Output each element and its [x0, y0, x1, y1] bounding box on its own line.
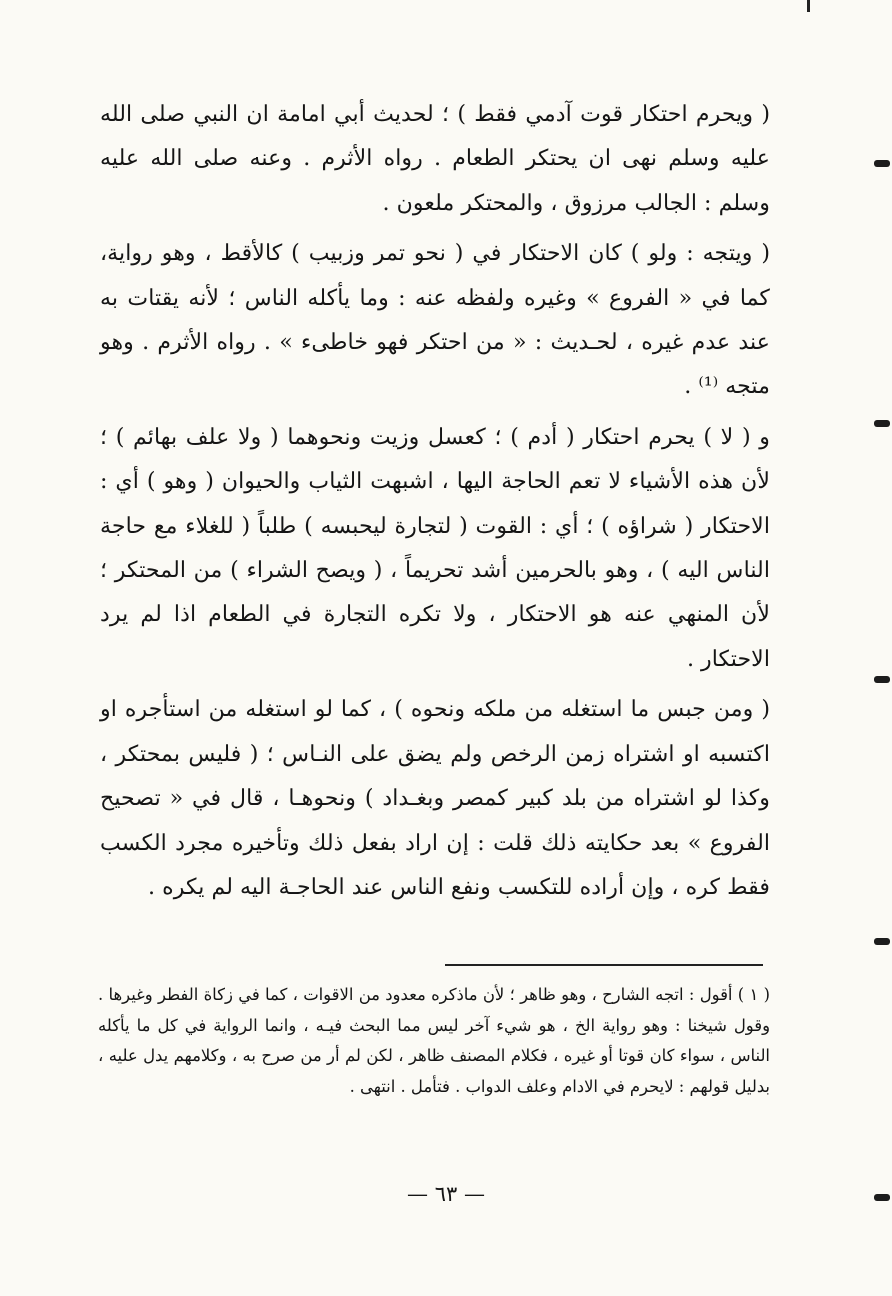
paragraph: و ( لا ) يحرم احتكار ( أدم ) ؛ كعسل وزيت ونحوهما ( ولا علف بهائم ) ؛ لأن هذه الأشياء لا تعم الحاجة اليها ، اشبهت الثياب والحيوان ( وهو ) أي : الاحتكار ( شراؤه ) ؛ أي : القوت ( لتجارة ليحبسه ) طلباً ( للغلاء مع حاجة الناس اليه ) ، وهو بالحرمين أشد تحريماً ، ( ويصح الشراء ) من المحتكر ؛ لأن المنهي عنه هو الاحتكار ، ولا تكره التجارة في الطعام اذا لم يرد الاحتكار .: [100, 423, 770, 672]
binding-mark: [874, 676, 890, 683]
corner-mark: [807, 0, 810, 12]
main-text: [100, 92, 770, 909]
paragraph: ( ويحرم احتكار قوت آدمي فقط ) ؛ لحديث أبي امامة ان النبي صلى الله عليه وسلم نهى ان يحتكر الطعام . رواه الأثرم . وعنه صلى الله عليه وسلم : الجالب مرزوق ، والمحتكر ملعون .: [100, 101, 770, 216]
binding-mark: [874, 160, 890, 167]
paragraph: ( ومن جبس ما استغله من ملكه ونحوه ) ، كما لو استغله من استأجره او اكتسبه او اشتراه زمن الرخص ولم يضق على النـاس ؛ ( فليس بمحتكر ، وكذا لو اشتراه من بلد كبير كمصر وبغـداد ) ونحوهـا ، قال في « تصحيح الفروع » بعد حكايته ذلك قلت : إن اراد بفعل ذلك وتأخيره مجرد الكسب فقط كره ، وإن أراده للتكسب ونفع الناس عند الحاجـة اليه لم يكره .: [100, 696, 770, 900]
footnote-divider: [445, 964, 763, 966]
binding-mark: [874, 938, 890, 945]
paragraph: ( ويتجه : ولو ) كان الاحتكار في ( نحو تمر وزبيب ) كالأقط ، وهو رواية، كما في « الفروع » وغيره ولفظه عنه : وما يأكله الناس ؛ لأنه يقتات به عند عدم غيره ، لحـديث : « من احتكر فهو خاطىء » . رواه الأثرم . وهو متجه ⁽¹⁾ .: [100, 240, 770, 400]
footnote: ( ١ ) أقول : اتجه الشارح ، وهو ظاهر ؛ لأن ماذكره معدود من الاقوات ، كما في زكاة الفطر وغيرها . وقول شيخنا : وهو رواية الخ ، هو شيء آخر ليس مما البحث فيـه ، وانما الرواية في كل ما يأكله الناس ، سواء كان قوتا أو غيره ، فكلام المصنف ظاهر ، لكن لم أر من صرح به ، وكلامهم يدل عليه ، بدليل قولهم : لايحرم في الادام وعلف الدواب . فتأمل . انتهى .: [98, 985, 771, 1096]
binding-mark: [874, 420, 890, 427]
page-number: — ٦٣ —: [407, 1182, 485, 1206]
footnotes-section: [98, 980, 770, 1102]
